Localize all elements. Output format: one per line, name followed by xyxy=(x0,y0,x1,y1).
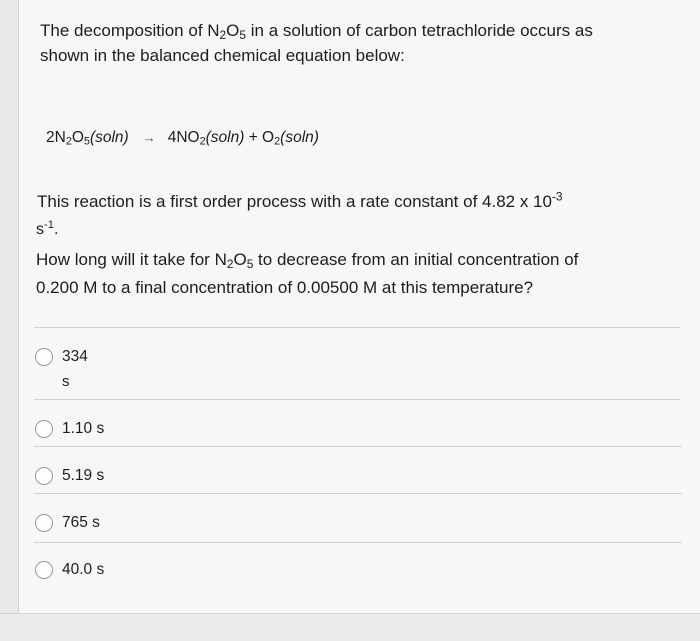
unit-s: s xyxy=(36,221,44,238)
rate-constant-text xyxy=(37,189,563,212)
answer-option-1[interactable] xyxy=(35,348,88,366)
answer-option-2[interactable] xyxy=(35,420,104,438)
equation-subscript: 2 xyxy=(199,135,206,148)
intro-text: O xyxy=(226,21,240,40)
equation-product: 4NO xyxy=(167,129,200,146)
ask-text: to decrease from an initial concentration of xyxy=(253,250,579,269)
intro-text: in a solution of carbon tetrachloride occurs as xyxy=(246,21,593,40)
equation-subscript: 5 xyxy=(83,135,90,148)
radio-button[interactable] xyxy=(35,420,53,438)
divider xyxy=(34,399,680,400)
radio-button[interactable] xyxy=(35,467,53,485)
option-label-unit: s xyxy=(62,373,70,390)
unit-exponent: -1 xyxy=(44,218,54,231)
card-bottom-edge xyxy=(0,613,700,641)
rate-exponent: -3 xyxy=(551,189,563,204)
radio-button[interactable] xyxy=(35,348,53,366)
intro-subscript: 2 xyxy=(219,27,227,42)
rate-text: This reaction is a first order process with a rate constant of 4.82 x 10 xyxy=(37,192,552,211)
divider xyxy=(34,446,682,447)
equation-phase: (soln) xyxy=(280,129,319,146)
divider xyxy=(34,542,682,543)
divider xyxy=(34,327,680,328)
equation-phase: (soln) xyxy=(89,129,129,146)
rate-unit xyxy=(36,218,59,239)
equation-reactant-o: O xyxy=(71,129,84,146)
intro-text-line2: shown in the balanced chemical equation below: xyxy=(40,46,405,65)
intro-text: The decomposition of N xyxy=(40,21,220,40)
ask-subscript: 5 xyxy=(246,256,254,271)
ask-text: O xyxy=(233,250,247,269)
answer-option-5[interactable] xyxy=(35,561,104,579)
radio-button[interactable] xyxy=(35,514,53,532)
ask-subscript: 2 xyxy=(226,256,234,271)
reaction-arrow-icon: → xyxy=(142,130,156,145)
option-label: 334 xyxy=(62,348,88,365)
question-ask xyxy=(36,246,676,302)
equation-subscript: 2 xyxy=(65,135,72,148)
option-label: 765 s xyxy=(62,514,100,531)
answer-option-4[interactable] xyxy=(35,514,100,532)
radio-button[interactable] xyxy=(35,561,53,579)
equation-reactant: 2N xyxy=(46,129,66,146)
option-label: 1.10 s xyxy=(62,420,105,437)
intro-subscript: 5 xyxy=(239,27,247,42)
question-card xyxy=(18,0,700,640)
answer-option-3[interactable] xyxy=(35,467,104,485)
unit-dot: . xyxy=(53,221,59,238)
ask-text-line2: 0.200 M to a final concentration of 0.00500 M at this temperature? xyxy=(36,278,534,297)
ask-text: How long will it take for N xyxy=(36,250,227,269)
divider xyxy=(34,493,682,494)
chemical-equation xyxy=(46,129,319,147)
equation-product: + O xyxy=(244,129,275,146)
option-label: 40.0 s xyxy=(62,561,105,578)
equation-phase: (soln) xyxy=(205,129,245,146)
equation-subscript: 2 xyxy=(274,135,281,148)
option-label: 5.19 s xyxy=(62,467,105,484)
question-intro xyxy=(40,18,660,68)
